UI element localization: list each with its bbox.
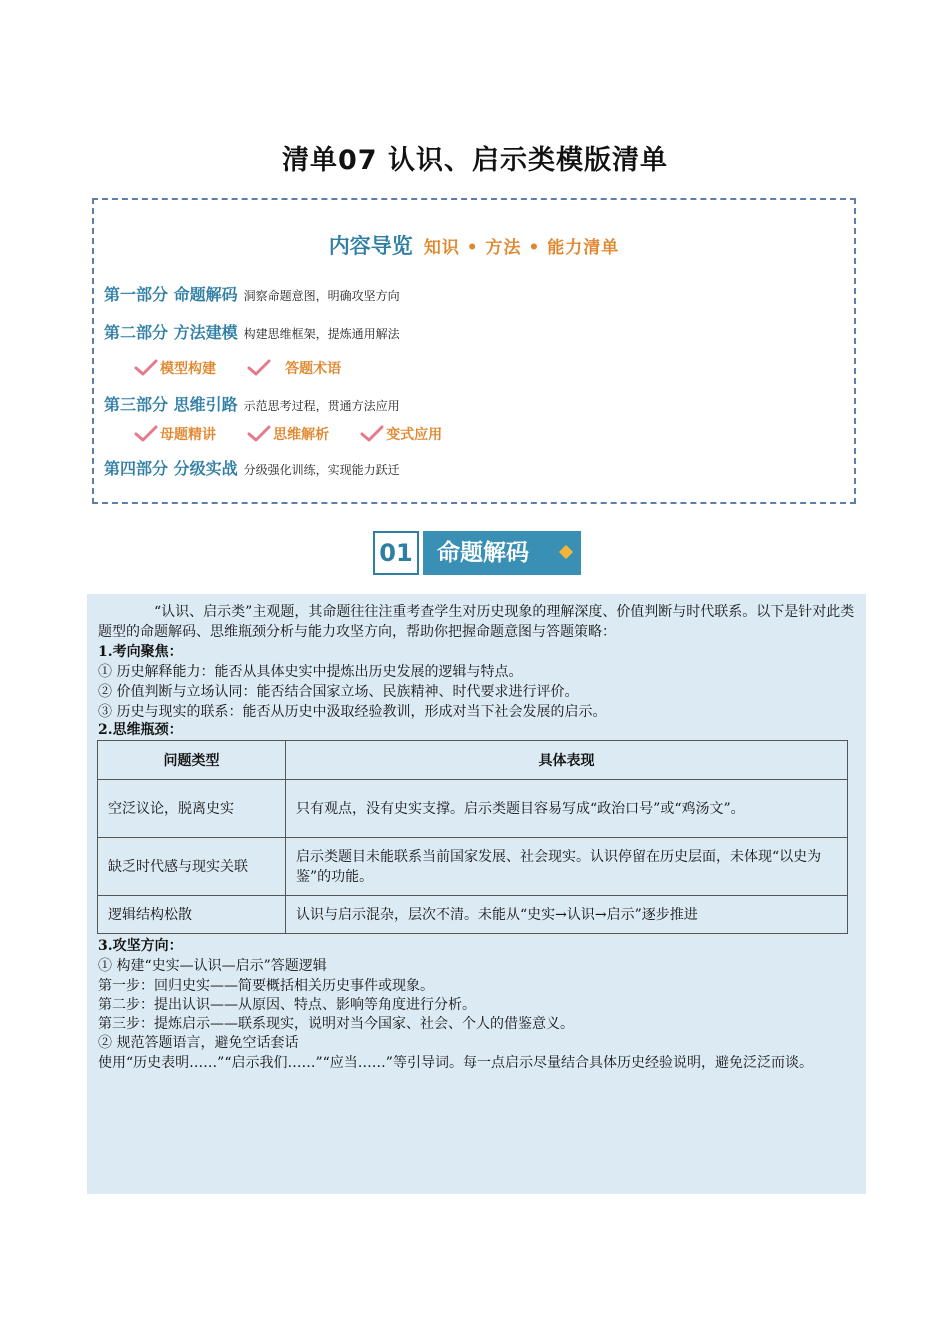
table-cell: 只有观点，没有史实支撑。启示类题目容易写成“政治口号”或“鸡汤文”。: [286, 780, 848, 838]
bottleneck-table: [97, 740, 848, 934]
part-desc: 分级强化训练，实现能力跃迁: [243, 463, 400, 477]
section-label-box: [423, 531, 581, 575]
table-cell: 缺乏时代感与现实关联: [98, 838, 286, 896]
part-title: 第二部分 方法建模: [104, 323, 238, 342]
table-cell: 空泛议论，脱离史实: [98, 780, 286, 838]
direction-line: ② 规范答题语言，避免空话套话: [98, 1035, 299, 1051]
guide-part-2: [104, 320, 400, 343]
content-panel: [87, 594, 866, 1194]
guide-part-4: [104, 456, 400, 479]
focus-item: ② 价值判断与立场认同：能否结合国家立场、民族精神、时代要求进行评价。: [98, 684, 579, 700]
guide-heading-row: [94, 230, 854, 260]
part-item: 思维解析: [247, 424, 329, 444]
part2-items: [134, 358, 367, 381]
part-item: 变式应用: [360, 424, 442, 444]
diamond-icon: [559, 545, 573, 559]
direction-heading: 3.攻坚方向：: [98, 938, 183, 954]
direction-line: 使用“历史表明……”“启示我们……”“应当……”等引导词。每一点启示尽量结合具体历史经验说明，避免泛泛而谈。: [98, 1055, 813, 1071]
guide-subheading: 知识 • 方法 • 能力清单: [423, 238, 620, 258]
table-header: 问题类型: [98, 741, 286, 780]
table-row: [98, 838, 848, 896]
part-item: 模型构建: [134, 358, 216, 378]
content-guide-box: [92, 198, 856, 504]
direction-line: 第三步：提炼启示——联系现实，说明对当今国家、社会、个人的借鉴意义。: [98, 1016, 574, 1032]
part-item: 母题精讲: [134, 424, 216, 444]
part-title: 第一部分 命题解码: [104, 285, 238, 304]
guide-part-3: [104, 392, 400, 415]
guide-heading: 内容导览: [328, 234, 413, 258]
table-cell: 认识与启示混杂，层次不清。未能从“史实→认识→启示”逐步推进: [286, 896, 848, 934]
part-title: 第四部分 分级实战: [104, 459, 238, 478]
check-icon: [247, 359, 271, 377]
table-cell: 启示类题目未能联系当前国家发展、社会现实。认识停留在历史层面，未体现“以史为鉴”的功能。: [286, 838, 848, 896]
check-icon: [134, 359, 158, 377]
part-desc: 示范思考过程，贯通方法应用: [243, 399, 400, 413]
check-icon: [134, 425, 158, 443]
table-row: [98, 896, 848, 934]
direction-line: 第二步：提出认识——从原因、特点、影响等角度进行分析。: [98, 997, 476, 1013]
direction-line: 第一步：回归史实——简要概括相关历史事件或现象。: [98, 978, 434, 994]
intro-paragraph: “认识、启示类”主观题，其命题往往注重考查学生对历史现象的理解深度、价值判断与时代联系。以下是针对此类题型的命题解码、思维瓶颈分析与能力攻坚方向，帮助你把握命题意图与答题策略：: [98, 604, 855, 640]
table-header-row: [98, 741, 848, 780]
part-desc: 洞察命题意图，明确攻坚方向: [243, 289, 400, 303]
part-title: 第三部分 思维引路: [104, 395, 238, 414]
focus-item: ① 历史解释能力：能否从具体史实中提炼出历史发展的逻辑与特点。: [98, 664, 523, 680]
guide-part-1: [104, 282, 400, 305]
part3-items: [134, 424, 468, 447]
section-label: 命题解码: [437, 540, 529, 566]
section-number: 01: [373, 531, 419, 575]
table-header: 具体表现: [286, 741, 848, 780]
focus-heading: 1.考向聚焦：: [98, 644, 183, 660]
focus-item: ③ 历史与现实的联系：能否从历史中汲取经验教训，形成对当下社会发展的启示。: [98, 704, 607, 720]
table-cell: 逻辑结构松散: [98, 896, 286, 934]
direction-line: ① 构建“史实—认识—启示”答题逻辑: [98, 958, 327, 974]
check-icon: [360, 425, 384, 443]
bottleneck-heading: 2.思维瓶颈：: [98, 722, 183, 738]
part-item: 答题术语: [247, 358, 341, 378]
part-desc: 构建思维框架，提炼通用解法: [243, 327, 400, 341]
page-title: 清单07 认识、启示类模版清单: [282, 145, 668, 176]
section-badge: [373, 531, 581, 575]
check-icon: [247, 425, 271, 443]
table-row: [98, 780, 848, 838]
